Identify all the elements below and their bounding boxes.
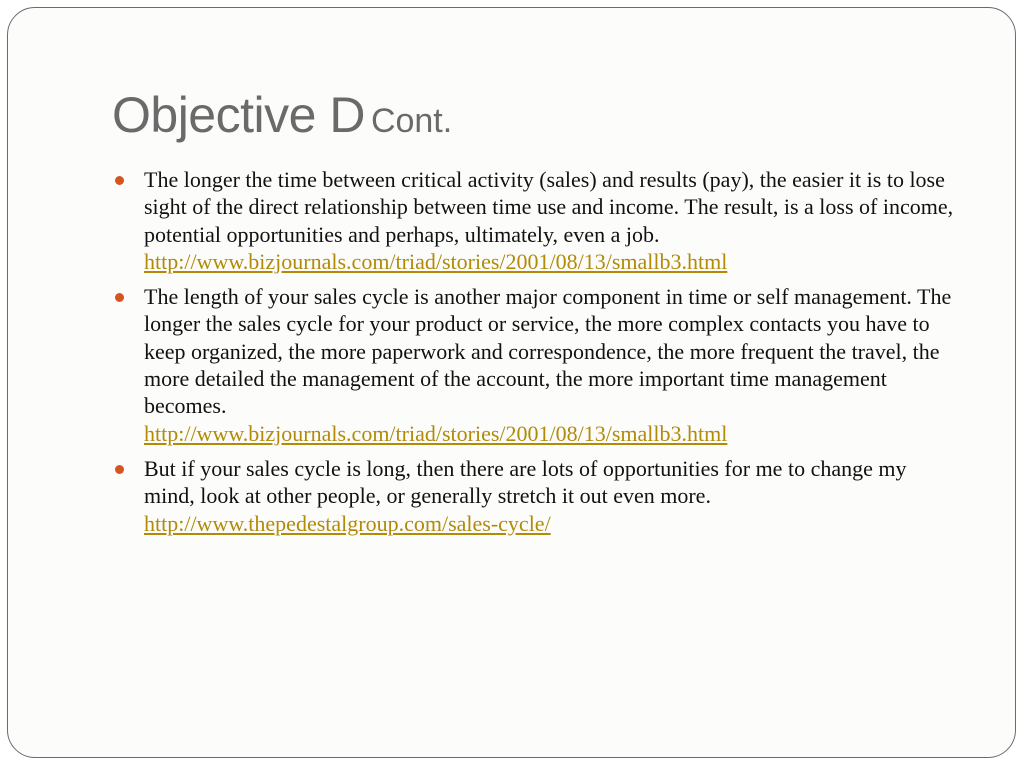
bullet-text: But if your sales cycle is long, then there are lots of opportunities for me to change my mind, look at other people, or generally stretch it out even more.	[144, 455, 907, 509]
bullet-text: The longer the time between critical activity (sales) and results (pay), the easier it is to lose sight of the direct relationship between time use and income. The result, is a loss of income, potential opportunities and perhaps, ultimately, even a job.	[144, 167, 954, 247]
source-link[interactable]: http://www.bizjournals.com/triad/stories/2001/08/13/smallb3.html	[144, 420, 728, 446]
bullet-item	[112, 283, 962, 447]
bullet-dot-icon	[115, 465, 124, 474]
bullet-list	[112, 166, 962, 545]
bullet-text: The length of your sales cycle is another major component in time or self management. The longer the sales cycle for your product or service, the more complex contacts you have to keep organized, the more paperwork and correspondence, the more frequent the travel, the more detailed the management of the account, the more important time management becomes.	[144, 284, 952, 419]
source-link[interactable]: http://www.thepedestalgroup.com/sales-cycle/	[144, 510, 551, 536]
slide-title-suffix: Cont.	[370, 102, 453, 140]
slide-title	[112, 86, 452, 144]
bullet-dot-icon	[115, 176, 124, 185]
slide-title-main: Objective D	[112, 87, 365, 143]
bullet-dot-icon	[115, 293, 124, 302]
bullet-item	[112, 455, 962, 537]
bullet-item	[112, 166, 962, 275]
source-link[interactable]: http://www.bizjournals.com/triad/stories/2001/08/13/smallb3.html	[144, 248, 728, 274]
